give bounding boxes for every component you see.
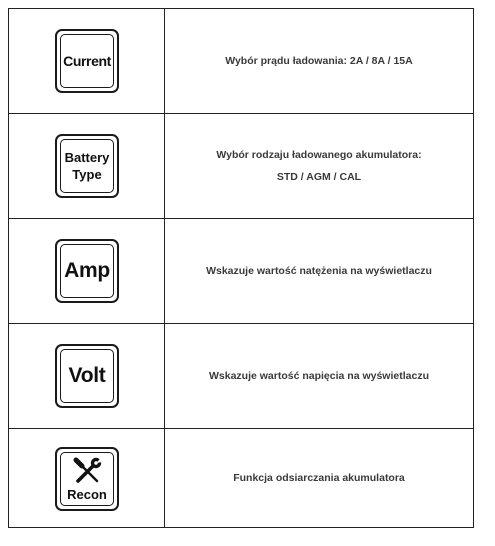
description-cell <box>165 9 473 113</box>
table-row-current <box>9 9 473 114</box>
icon-cell <box>9 9 165 113</box>
current-key-label: Current <box>63 53 111 69</box>
recon-key-label: Recon <box>67 487 107 502</box>
description-cell <box>165 219 473 323</box>
icon-cell <box>9 429 165 527</box>
recon-description: Funkcja odsiarczania akumulatora <box>233 472 405 484</box>
table-row-volt <box>9 324 473 429</box>
current-description: Wybór prądu ładowania: 2A / 8A / 15A <box>225 55 413 67</box>
recon-key <box>55 447 119 511</box>
amp-key-label: Amp <box>64 259 110 282</box>
description-cell <box>165 324 473 428</box>
table-row-battery-type <box>9 114 473 219</box>
icon-cell <box>9 114 165 218</box>
battery-type-description-line1: Wybór rodzaju ładowanego akumulatora: <box>216 149 422 161</box>
battery-type-key <box>55 134 119 198</box>
volt-key <box>55 344 119 408</box>
description-cell <box>165 429 473 527</box>
volt-description: Wskazuje wartość napięcia na wyświetlaczu <box>208 370 429 382</box>
icon-cell <box>9 219 165 323</box>
amp-description: Wskazuje wartość natężenia na wyświetlaczu <box>206 265 432 277</box>
volt-key-label: Volt <box>68 364 106 387</box>
table-row-amp <box>9 219 473 324</box>
battery-type-description-line2: STD / AGM / CAL <box>276 171 362 183</box>
table-row-recon <box>9 429 473 527</box>
description-cell <box>165 114 473 218</box>
icon-cell <box>9 324 165 428</box>
button-function-table <box>8 8 474 528</box>
battery-type-key-label-line2: Type <box>72 167 102 182</box>
battery-type-key-label-line1: Battery <box>64 150 110 165</box>
wrench-screwdriver-icon <box>70 456 104 486</box>
amp-key <box>55 239 119 303</box>
current-key <box>55 29 119 93</box>
